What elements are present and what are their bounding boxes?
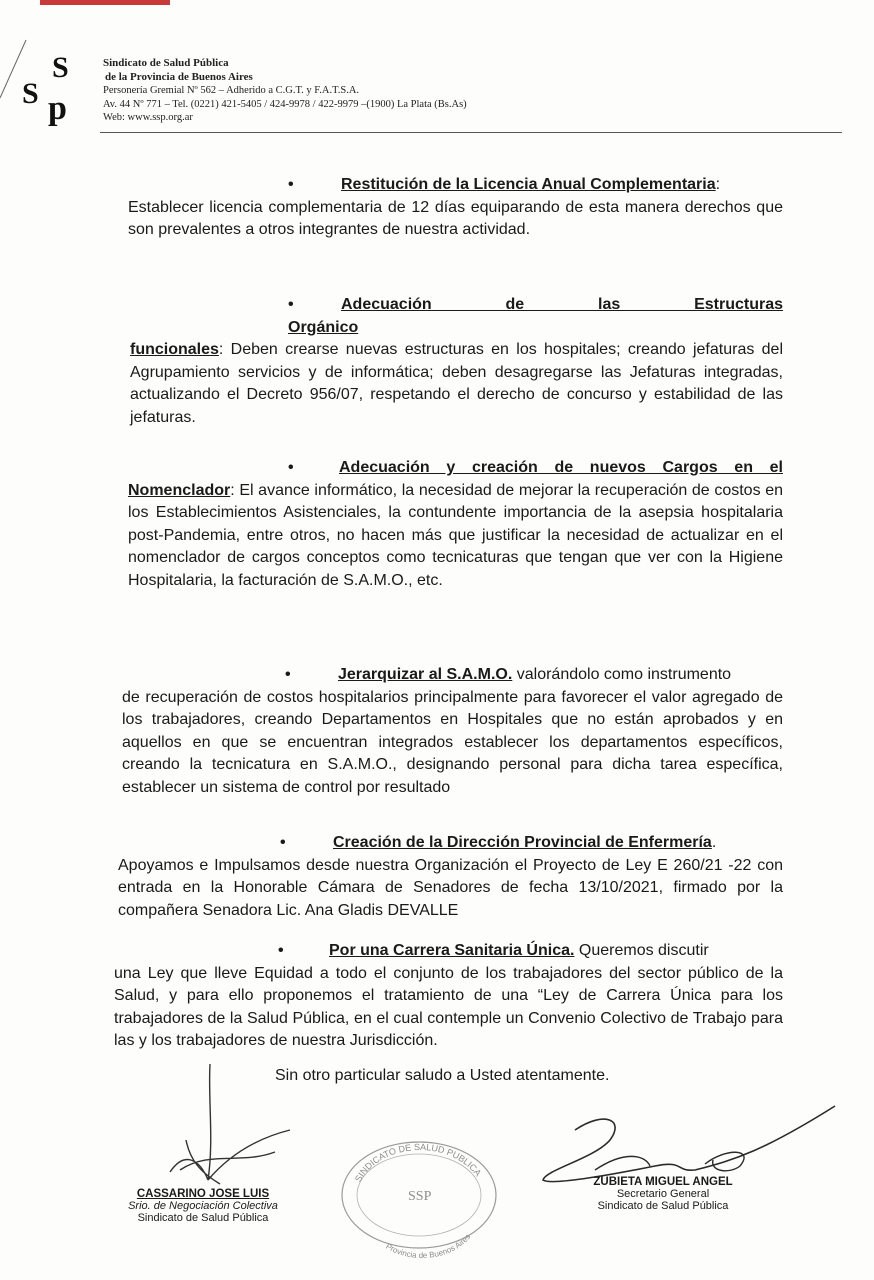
signature-left (118, 1188, 288, 1224)
bullet: • (288, 296, 294, 313)
header-rule (100, 132, 842, 133)
svg-text:p: p (48, 90, 67, 127)
section-body-first: Queremos discutir (578, 942, 709, 959)
section-body: Deben crearse nuevas estructuras en los hospitales; creando jefaturas del Agrupamiento servicios y de informática; deben desagregarse las Jefaturas integradas, actualizando el Decreto 956/07, respetando el derecho de concurso y estabilidad de las jefaturas. (130, 341, 783, 426)
signatory-name: ZUBIETA MIGUEL ANGEL (593, 1176, 733, 1188)
signatory-name: CASSARINO JOSE LUIS (136, 1188, 270, 1200)
org-name: Sindicato de Salud Pública (103, 57, 229, 69)
section-samo (122, 664, 783, 799)
section-title: Adecuación de las Estructuras Orgánico (288, 296, 783, 336)
section-enfermeria: • Creación de la Dirección Provincial de Enfermería. Apoyamos e Impulsamos desde nuestra Organización el Proyecto de Ley E 260/21 -22 con entrada en la Honorable Cámara de Senadores de fecha 13/10/2021, firmado por la compañera Senadora Lic. Ana Gladis DEVALLE (118, 832, 783, 922)
section-body: Establecer licencia complementaria de 12 días equiparando de esta manera derechos que son prevalentes a otros integrantes de nuestra actividad. (128, 198, 783, 238)
signatory-role: Srio. de Negociación Colectiva (128, 1200, 278, 1212)
section-body: El avance informático, la necesidad de mejorar la recuperación de costos en los Establecimientos Asistenciales, la contundente importancia de la asepsia hospitalaria post-Pandemia, entre otros, no hacen más que justificar la necesidad de actualizar en el nomenclador de cargos conceptos como tecnicaturas que tengan que ver con la Higiene Hospitalaria, la facturación de S.A.M.O., etc. (128, 481, 783, 589)
signatory-org: Sindicato de Salud Pública (137, 1212, 269, 1224)
signature-right (578, 1176, 748, 1212)
section-title-cont: funcionales (130, 341, 219, 358)
section-body: una Ley que lleve Equidad a todo el conjunto de los trabajadores del sector público de la Salud, y para ello proponemos el tratamiento de una “Ley de Carrera Única para los trabajadores de la Salud Pública, en el cual contemple un Convenio Colectivo de Trabajo para las y los trabajadores de nuestra Jurisdicción. (114, 964, 783, 1049)
bullet: • (288, 176, 294, 193)
section-title-cont: Nomenclador (128, 481, 231, 499)
signatory-role: Secretario General (616, 1188, 710, 1200)
section-body: Apoyamos e Impulsamos desde nuestra Organización el Proyecto de Ley E 260/21 -22 con entrada en la Honorable Cámara de Senadores de fecha 13/10/2021, firmado por la compañera Senadora Lic. Ana Gladis DEVALLE (118, 856, 783, 919)
bullet: • (288, 459, 294, 476)
section-body-first: valorándolo como instrumento (516, 666, 732, 683)
section-nomenclador: • Adecuación y creación de nuevos Cargos en el Nomenclador: El avance informático, la necesidad de mejorar la recuperación de costos en los Establecimientos Asistenciales, la contundente importancia de la asepsia hospitalaria post-Pandemia, entre otros, no hacen más que justificar la necesidad de actualizar en el nomenclador de cargos conceptos como tecnicaturas que tengan que ver con la Higiene Hospitalaria, la facturación de S.A.M.O., etc. (128, 459, 783, 589)
official-stamp (338, 1138, 500, 1261)
section-body: de recuperación de costos hospitalarios principalmente para favorecer el valor agregado de los trabajadores, creando Departamentos en Hospitales que no están aprobados y en aquellos en que se encuentran integrados establecer los departamentos específicos, creando la tecnicatura en S.A.M.O., designando personal para dicha tarea específica, establecer un sistema de control por resultado (122, 688, 783, 796)
stamp-top-text: SINDICATO DE SALUD PUBLICA (352, 1141, 484, 1184)
section-estructuras: • Adecuación de las Estructuras Orgánico funcionales: Deben crearse nuevas estructuras en los hospitales; creando jefaturas del Agrupamiento servicios y de informática; deben desagregarse las Jefaturas integradas, actualizando el Decreto 956/07, respetando el derecho de concurso y estabilidad de las jefaturas. (130, 296, 783, 426)
bullet: • (280, 834, 286, 851)
signatory-org: Sindicato de Salud Pública (597, 1200, 729, 1212)
bullet: • (278, 942, 284, 959)
top-red-mark (40, 0, 170, 5)
letterhead (103, 57, 467, 125)
svg-text:S: S (52, 51, 69, 84)
stamp-bottom-text: Provincia de Buenos Aires (384, 1232, 473, 1261)
bullet: • (285, 666, 291, 683)
section-licencia: • Restitución de la Licencia Anual Complementaria: Establecer licencia complementaria de 12 días equiparando de esta manera derechos que son prevalentes a otros integrantes de nuestra actividad. (128, 174, 783, 242)
section-title: Creación de la Dirección Provincial de Enfermería (333, 834, 712, 851)
section-title: Restitución de la Licencia Anual Complementaria (341, 176, 716, 193)
section-title: Por una Carrera Sanitaria Única. (329, 942, 575, 959)
section-title: Adecuación y creación de nuevos Cargos en el (339, 459, 783, 476)
svg-text:SINDICATO DE SALUD PUBLICA (353, 1142, 483, 1184)
org-web: Web: www.ssp.org.ar (103, 112, 193, 123)
svg-text:S: S (22, 77, 39, 110)
signature-left-scribble (150, 1060, 310, 1190)
ssp-logo (22, 51, 78, 127)
org-address: Av. 44 Nº 771 – Tel. (0221) 421-5405 / 424-9978 / 422-9979 –(1900) La Plata (Bs.As) (103, 98, 467, 110)
closing-line: Sin otro particular saludo a Usted atentamente. (275, 1067, 610, 1084)
stamp-center: SSP (408, 1189, 432, 1204)
org-province: de la Provincia de Buenos Aires (105, 70, 253, 83)
section-carrera (114, 940, 783, 1053)
section-title: Jerarquizar al S.A.M.O. (338, 666, 513, 683)
org-legal: Personería Gremial Nº 562 – Adherido a C.G.T. y F.A.T.S.A. (103, 85, 360, 96)
